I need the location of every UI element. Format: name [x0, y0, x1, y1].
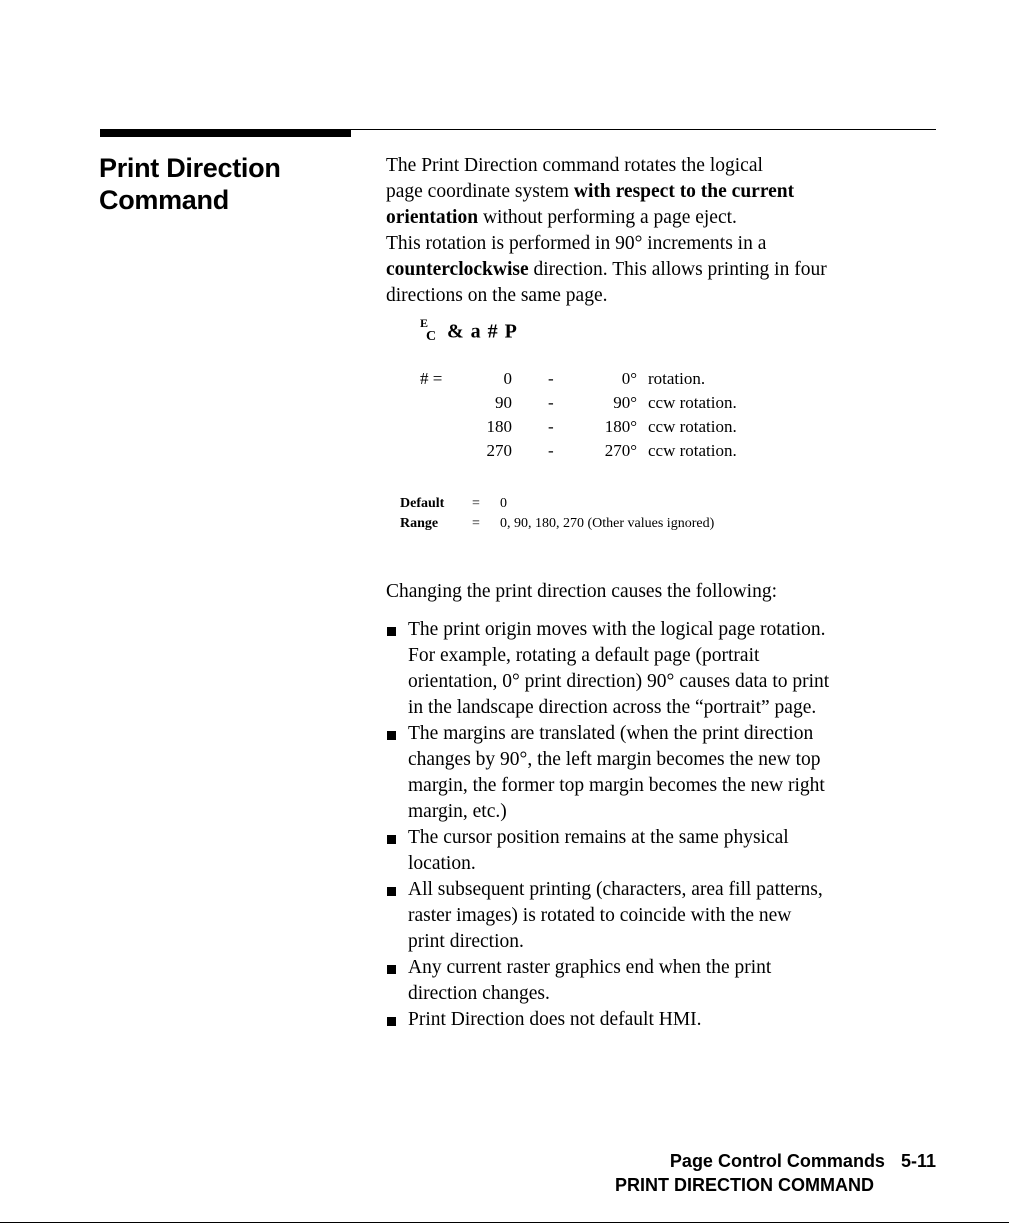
parameter-value: 180	[486, 417, 512, 436]
list-item-line: All subsequent printing (characters, area fill patterns,	[408, 879, 823, 900]
list-item	[386, 721, 946, 825]
list-item-line: orientation, 0° print direction) 90° causes data to print	[408, 671, 830, 692]
escape-c: C	[426, 329, 437, 344]
list-item	[386, 955, 946, 1007]
range-equals: =	[472, 516, 480, 531]
section-title-line-1: Print Direction	[99, 153, 281, 183]
intro-emphasis: orientation	[386, 207, 479, 228]
page-footer	[670, 1151, 936, 1172]
intro-line: This rotation is performed in 90° increments in a	[386, 233, 767, 254]
parameter-value: 0	[503, 369, 512, 388]
effects-list	[386, 617, 946, 1033]
range-row	[400, 516, 714, 532]
range-value: 0, 90, 180, 270 (Other values ignored)	[500, 516, 715, 531]
parameter-dash: -	[548, 417, 554, 436]
intro-paragraph	[386, 153, 946, 309]
parameter-description: ccw rotation.	[648, 441, 737, 460]
intro-text: page coordinate system	[386, 181, 574, 202]
list-item-line: direction changes.	[408, 983, 550, 1004]
bullet-square-icon	[387, 887, 396, 896]
default-value: 0	[500, 496, 507, 511]
default-equals: =	[472, 496, 480, 511]
list-item	[386, 1007, 946, 1033]
parameter-value: 90	[495, 393, 512, 412]
bullet-square-icon	[387, 627, 396, 636]
list-item	[386, 877, 946, 955]
bullet-square-icon	[387, 835, 396, 844]
default-label: Default	[400, 496, 445, 511]
intro-text: direction. This allows printing in four	[528, 259, 827, 280]
list-item-line: The print origin moves with the logical page rotation.	[408, 619, 826, 640]
list-item-line: The cursor position remains at the same physical	[408, 827, 789, 848]
running-head: PRINT DIRECTION COMMAND	[615, 1175, 874, 1195]
list-item	[386, 825, 946, 877]
changing-paragraph	[386, 579, 946, 605]
changing-text: Changing the print direction causes the following:	[386, 581, 777, 602]
parameter-description: ccw rotation.	[648, 393, 737, 412]
bullet-square-icon	[387, 965, 396, 974]
list-item	[386, 617, 946, 721]
list-item-line: Print Direction does not default HMI.	[408, 1009, 702, 1030]
escape-character	[420, 318, 442, 346]
intro-emphasis: counterclockwise	[386, 259, 529, 280]
intro-line	[386, 257, 946, 283]
list-item-line: The margins are translated (when the print direction	[408, 723, 814, 744]
list-item-line: raster images) is rotated to coincide with the new	[408, 905, 792, 926]
intro-line	[386, 205, 946, 231]
list-item-line: For example, rotating a default page (portrait	[408, 645, 760, 666]
bullet-square-icon	[387, 731, 396, 740]
parameter-degrees: 0°	[621, 369, 637, 388]
parameter-dash: -	[548, 369, 554, 388]
parameter-dash: -	[548, 393, 554, 412]
section-title	[99, 152, 339, 216]
parameter-description: rotation.	[648, 369, 706, 388]
list-item-line: changes by 90°, the left margin becomes the new top	[408, 749, 821, 770]
range-label: Range	[400, 516, 439, 531]
intro-text: without performing a page eject.	[478, 207, 737, 228]
chapter-title: Page Control Commands	[669, 1151, 885, 1171]
list-item-line: location.	[408, 853, 476, 874]
list-item-line: in the landscape direction across the “portrait” page.	[408, 697, 817, 718]
bottom-rule	[0, 1222, 1009, 1223]
parameter-description: ccw rotation.	[648, 417, 737, 436]
list-item-line: Any current raster graphics end when the print	[408, 957, 772, 978]
page-number: 5-11	[900, 1151, 936, 1171]
intro-emphasis: with respect to the current	[573, 181, 795, 202]
header-rule-thick	[100, 129, 351, 137]
escape-sequence-body: & a # P	[447, 320, 518, 343]
parameter-label: # =	[420, 369, 443, 388]
parameter-dash: -	[548, 441, 554, 460]
list-item-line: print direction.	[408, 931, 524, 952]
bullet-square-icon	[387, 1017, 396, 1026]
escape-sequence	[420, 318, 518, 346]
parameter-value: 270	[486, 441, 512, 460]
list-item-line: margin, the former top margin becomes the new right	[408, 775, 825, 796]
intro-line	[386, 179, 946, 205]
intro-line: directions on the same page.	[386, 285, 608, 306]
escape-e: E	[420, 316, 429, 330]
parameter-degrees: 180°	[604, 417, 637, 436]
list-item-line: margin, etc.)	[408, 801, 507, 822]
header-rule-thin	[351, 129, 936, 130]
parameter-degrees: 270°	[604, 441, 637, 460]
default-row	[400, 496, 507, 512]
section-title-line-2: Command	[99, 185, 229, 215]
parameter-degrees: 90°	[613, 393, 637, 412]
intro-line: The Print Direction command rotates the logical	[386, 155, 763, 176]
